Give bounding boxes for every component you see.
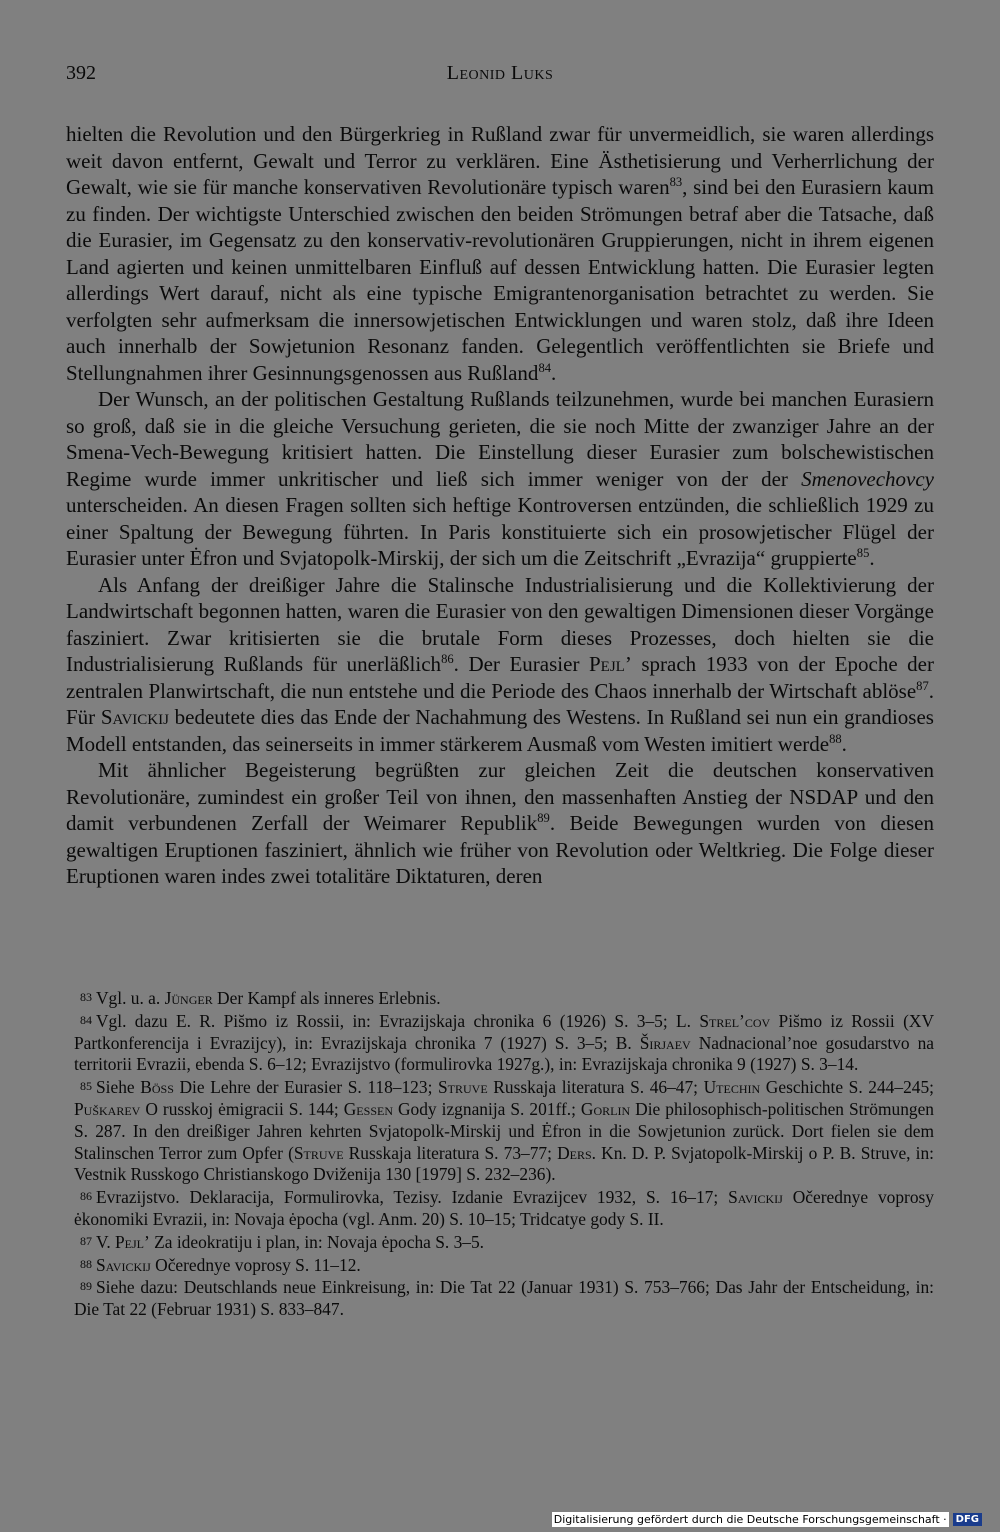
- text-run: Der Wunsch, an der politischen Gestaltung Rußlands teilzunehmen, wurde bei manchen Eurasiern so groß, daß sie in die gleiche Versuchung gerieten, die sie noch Mitte der zwanziger Jahre an der Smena-Vech-Bewegung kritisiert hatten. Die Einstellung dieser Eurasier zum bolschewistischen Regime wurde immer unkritischer und ließ sich immer weniger von der der: [66, 387, 934, 491]
- author-name: Pejl’: [115, 1231, 150, 1252]
- footnote-number: 85: [80, 1079, 92, 1094]
- author-name: Strel’cov: [699, 1010, 771, 1031]
- footnote-ref-87: 87: [916, 678, 929, 693]
- text-run: Der Kampf als inneres Erlebnis.: [212, 988, 441, 1008]
- footnote-85: [74, 1076, 934, 1186]
- footnote-number: 87: [80, 1233, 92, 1248]
- text-run: V.: [96, 1231, 116, 1252]
- text-run: Pis̆mo iz Rossii (XV Partkonferencija i Evrazijcy), in: Evrazijskaja chronika 7 (1927) S. 3–5; B.: [74, 1010, 935, 1053]
- footnote-ref-86: 86: [441, 652, 454, 666]
- text-run: Als Anfang der dreißiger Jahre die Stalinsche Industrialisierung und die Kollektivierung der Landwirtschaft begonnen hatten, waren die Eurasier von den gewaltigen Dimensionen dieser Vorgänge fasziniert. Zwar kritisierten sie die brutale Form dieses Prozesses, doch hielten sie die Industrialisierung Rußlands für unerläßlich: [66, 572, 934, 676]
- text-run: . Beide Bewegungen wurden von diesen gewaltigen Eruptionen fasziniert, ähnlich wie früher von Revolution oder Weltkrieg. Die Folge dieser Eruptionen waren indes zwei totalitäre Diktaturen, deren: [66, 811, 934, 888]
- text-run: Russkaja literatura S. 46–47;: [487, 1077, 704, 1098]
- author-name: Širjaev: [639, 1032, 691, 1053]
- text-run: Siehe: [96, 1077, 141, 1098]
- text-run: Vgl. dazu E. R. Pis̆mo iz Rossii, in: Evrazijskaja chronika 6 (1926) S. 3–5; L.: [96, 1010, 700, 1031]
- text-run: Siehe dazu: Deutschlands neue Einkreisung, in: Die Tat 22 (Januar 1931) S. 753–766; Das Jahr der Entscheidung, in: Die Tat 22 (Februar 1931) S. 833–847.: [74, 1277, 934, 1320]
- text-run: Očerednye voprosy S. 11–12.: [150, 1254, 361, 1275]
- text-run: sprach 1933 von der Epoche der zentralen Planwirtschaft, die nun entstehe und die Periode des Chaos innerhalb der Wirtschaft ablöse: [66, 652, 934, 703]
- italic-term: Smenovechovcy: [801, 466, 934, 491]
- text-run: . Der Eurasier: [453, 652, 589, 676]
- text-run: Geschichte S. 244–245;: [760, 1077, 934, 1098]
- paragraph-1: [66, 121, 934, 386]
- text-run: Russkaja literatura S. 73–77;: [343, 1142, 558, 1163]
- footnotes: [74, 987, 934, 1321]
- text-run: Mit ähnlicher Begeisterung begrüßten zur gleichen Zeit die deutschen konservativen Revolutionäre, zumindest ein großer Teil von ihnen, den massenhaften Anstieg der NSDAP und den damit verbundenen Zerfall der Weimarer Republik: [66, 758, 934, 835]
- author-name: Jünger: [164, 988, 213, 1008]
- text-run: Za ideokratiju i plan, in: Novaja ėpocha S. 3–5.: [149, 1231, 485, 1252]
- text-run: . Für: [66, 678, 934, 729]
- footnote-ref-83: 83: [669, 175, 683, 189]
- text-run: .: [551, 360, 557, 385]
- footnote-number: 83: [80, 990, 92, 1004]
- author-name: Ders.: [557, 1142, 597, 1163]
- footnote-ref-88: 88: [829, 731, 842, 746]
- text-run: Die Lehre der Eurasier S. 118–123;: [173, 1077, 439, 1098]
- author-name: Savickij: [100, 705, 169, 729]
- paragraph-2: [66, 386, 934, 572]
- author-name: Struve: [293, 1142, 344, 1163]
- author-name: Utechin: [703, 1077, 761, 1098]
- running-head: Leonid Luks: [446, 62, 554, 84]
- digitization-credit: [552, 1510, 982, 1528]
- page-header: [66, 62, 934, 90]
- text-run: unterscheiden. An diesen Fragen sollten sich heftige Kontroversen entzünden, die schließlich 1929 zu einer Spaltung der Bewegung führten. In Paris konstituierte sich ein prosowjetischer Flügel der Eurasier unter Ėfron und Svjatopolk-Mirskij, der sich um die Zeitschrift „Evrazija“ gruppierte: [66, 493, 934, 570]
- text-run: hielten die Revolution und den Bürgerkrieg in Rußland zwar für unvermeidlich, sie waren allerdings weit davon entfernt, Gewalt und Terror zu verklären. Eine Ästhetisierung und Verherrlichung der Gewalt, wie sie für manche konservativen Revolutionäre typisch waren: [66, 122, 934, 199]
- dfg-logo: DFG: [953, 1513, 982, 1526]
- footnote-number: 84: [80, 1012, 92, 1027]
- text-run: O russkoj ėmigracii S. 144;: [140, 1098, 344, 1119]
- text-run: Gody izgnanija S. 201ff.;: [392, 1098, 581, 1119]
- author-name: Pejl’: [588, 652, 632, 676]
- text-run: Kn. D. P. Svjatopolk-Mirskij o P. B. Struve, in: Vestnik Russkogo Christianskogo Dviženija 130 [1979] S. 232–236).: [74, 1142, 934, 1185]
- digitization-credit-text: Digitalisierung gefördert durch die Deutsche Forschungsgemeinschaft ·: [553, 1512, 947, 1526]
- text-run: .: [869, 546, 875, 570]
- main-text: [66, 121, 934, 890]
- text-run: Evrazijstvo. Deklaracija, Formulirovka, Tezisy. Izdanie Evrazijcev 1932, S. 16–17;: [96, 1187, 729, 1208]
- author-name: Böss: [140, 1077, 174, 1098]
- footnote-number: 86: [80, 1189, 92, 1204]
- footnote-number: 89: [80, 1279, 92, 1294]
- footnote-ref-89: 89: [537, 811, 550, 825]
- footnote-number: 88: [80, 1256, 92, 1271]
- paragraph-3: [66, 572, 934, 758]
- text-run: bedeutete dies das Ende der Nachahmung des Westens. In Rußland sei nun ein grandioses Modell entstanden, das seinerseits in immer stärkerem Ausmaß vom Westen imitiert werde: [66, 705, 934, 756]
- author-name: Gorlin: [580, 1098, 631, 1119]
- text-run: Nadnacional’noe gosudarstvo na territorii Evrazii, ebenda S. 6–12; Evrazijstvo (formulirovka 1927g.), in: Evrazijskaja chronika 9 (1927) S. 3–14.: [74, 1032, 934, 1075]
- author-name: Savickij: [96, 1254, 151, 1275]
- text-run: Očerednye voprosy ėkonomiki Evrazii, in: Novaja ėpocha (vgl. Anm. 20) S. 10–15; Tridcatye gody S. II.: [74, 1187, 934, 1229]
- footnote-88: [74, 1254, 934, 1277]
- page-number: 392: [66, 62, 96, 84]
- footnote-89: [74, 1276, 934, 1321]
- author-name: Struve: [438, 1077, 488, 1098]
- footnote-83: [74, 987, 934, 1010]
- footnote-87: [74, 1231, 934, 1254]
- text-run: .: [841, 731, 847, 756]
- footnote-ref-84: 84: [538, 360, 552, 375]
- footnote-86: [74, 1186, 934, 1231]
- author-name: Gessen: [343, 1098, 393, 1119]
- paragraph-4: [66, 757, 934, 890]
- author-name: Savickij: [728, 1187, 783, 1208]
- text-run: Die philosophisch-politischen Strömungen S. 287. In den dreißiger Jahren kehrten Svjatopolk-Mirskij und Ėfron in die Sowjetunion zurück. Dort fielen sie dem Stalinschen Terror zum Opfer (: [74, 1098, 934, 1163]
- text-run: , sind bei den Eurasiern kaum zu finden. Der wichtigste Unterschied zwischen den beiden Strömungen betraf aber die Tatsache, daß die Eurasier, im Gegensatz zu den konservativ-revolutionären Gruppierungen, nicht in ihrem eigenen Land agierten und keinen unmittelbaren Einfluß auf dessen Entwicklung hatten. Die Eurasier legten allerdings Wert darauf, nicht als eine typische Emigrantenorganisation betrachtet zu werden. Sie verfolgten sehr aufmerksam die innersowjetischen Entwicklungen und waren stolz, daß ihre Ideen auch innerhalb der Sowjetunion Resonanz fanden. Gelegentlich veröffentlichten sie Briefe und Stellungnahmen ihrer Gesinnungsgenossen aus Rußland: [66, 175, 934, 385]
- text-run: Vgl. u. a.: [96, 988, 165, 1008]
- footnote-ref-85: 85: [856, 546, 870, 560]
- author-name: Puškarev: [74, 1098, 141, 1119]
- footnote-84: [74, 1010, 934, 1076]
